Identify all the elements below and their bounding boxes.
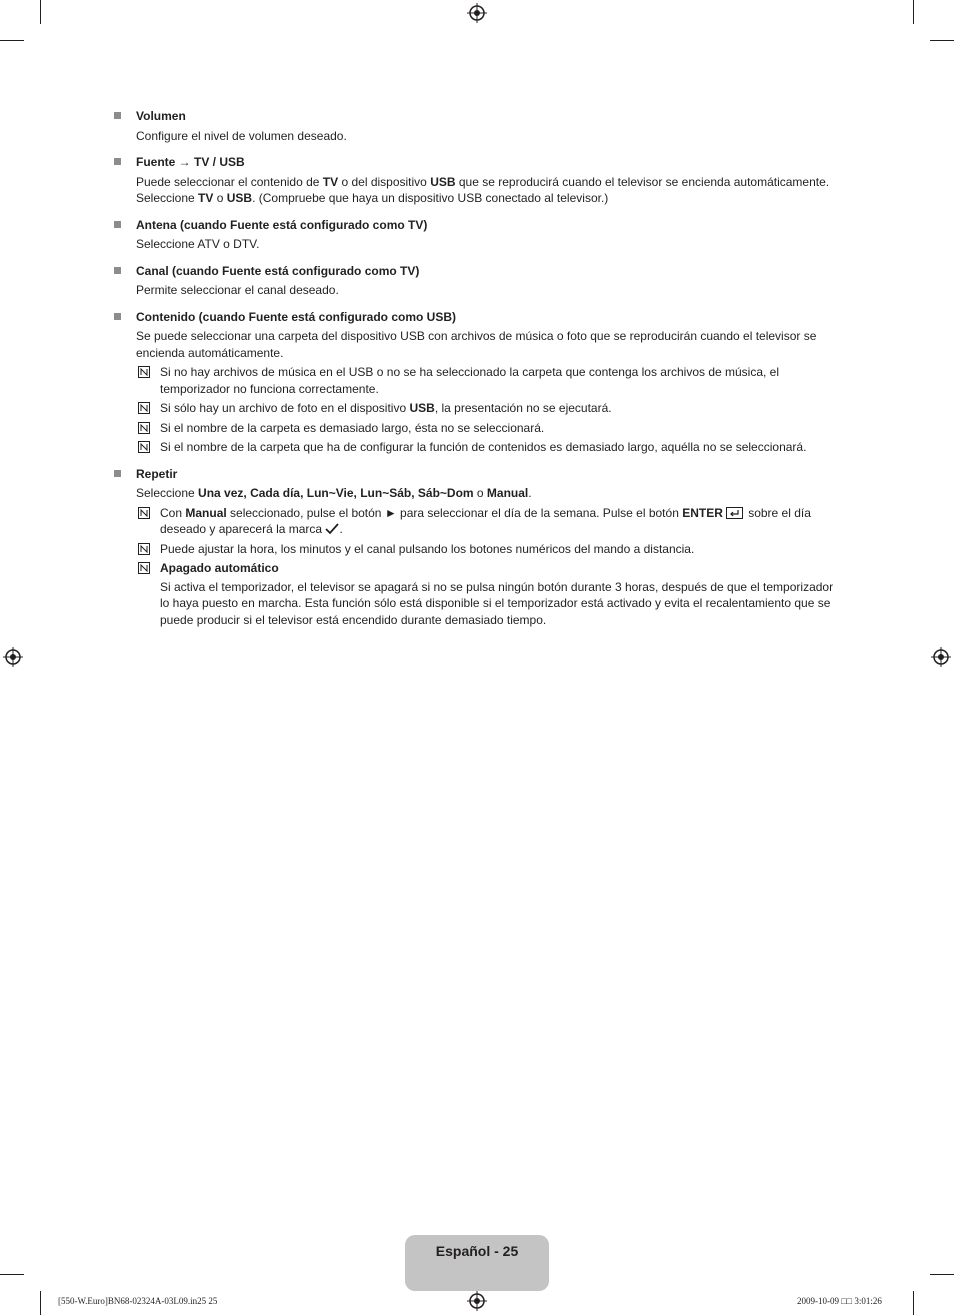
crop-mark [913, 0, 914, 24]
note-text: Con [160, 505, 186, 520]
section-body [136, 485, 844, 502]
crop-mark [930, 40, 954, 41]
section-heading: Repetir [136, 466, 178, 481]
note-item [136, 541, 844, 558]
text-run: . [528, 486, 532, 500]
note-icon [138, 422, 150, 434]
section-body: Permite seleccionar el canal deseado. [136, 283, 339, 297]
note-text: seleccionado, pulse el botón ► para seleccionar el día de la semana. Pulse el botón [226, 505, 683, 520]
note-text: Si el nombre de la carpeta es demasiado largo, ésta no se seleccionará. [160, 420, 545, 435]
bullet-square-icon [114, 221, 121, 228]
note-item [136, 400, 844, 417]
section-repetir [114, 466, 844, 629]
crop-mark [0, 40, 24, 41]
section-fuente [114, 154, 844, 207]
note-item [136, 560, 844, 628]
note-item [136, 439, 844, 456]
checkmark-icon [325, 523, 339, 535]
crop-mark [913, 1291, 914, 1315]
note-icon [138, 402, 150, 414]
text-run-bold: Una vez, Cada día, Lun~Vie, Lun~Sáb, Sáb~Dom [198, 486, 474, 500]
note-text: , la presentación no se ejecutará. [434, 401, 612, 415]
enter-key-icon [726, 507, 743, 519]
note-text-bold: Manual [185, 505, 227, 520]
section-heading: Contenido (cuando Fuente está configurado como USB) [136, 309, 457, 324]
text-run: que se reproducirá cuando el televisor se encienda automáticamente. Seleccione [136, 174, 830, 205]
note-icon [138, 366, 150, 378]
section-contenido [114, 309, 844, 456]
section-body [136, 174, 844, 207]
text-run-bold: TV [322, 174, 339, 189]
text-run: o [473, 486, 487, 500]
note-text: sobre el día deseado y aparecerá la marca [160, 505, 811, 536]
note-text: Si sólo hay un archivo de foto en el dispositivo [160, 401, 410, 415]
text-run: Seleccione [136, 486, 199, 500]
section-body: Seleccione ATV o DTV. [136, 237, 260, 251]
page-number-tab [405, 1235, 549, 1291]
note-item [136, 364, 844, 397]
print-slug-left: [550-W.Euro]BN68-02324A-03L09.in25 25 [58, 1296, 218, 1306]
registration-mark-icon [467, 1291, 487, 1311]
text-run: o [213, 191, 227, 205]
text-run: o del dispositivo [338, 174, 431, 189]
note-text: Puede ajustar la hora, los minutos y el canal pulsando los botones numéricos del mando a distancia. [160, 541, 695, 556]
text-run-bold: USB [226, 191, 253, 205]
text-run-bold: TV [198, 191, 214, 205]
crop-mark [930, 1274, 954, 1275]
bullet-square-icon [114, 313, 121, 320]
text-run-bold: USB [430, 174, 456, 189]
section-heading: Canal (cuando Fuente está configurado como TV) [136, 263, 420, 278]
text-run: Puede seleccionar el contenido de [136, 174, 323, 189]
note-item [136, 505, 844, 538]
note-text-bold: ENTER [682, 505, 723, 520]
main-content [114, 108, 844, 638]
crop-mark [40, 1291, 41, 1315]
section-body: Configure el nivel de volumen deseado. [136, 128, 347, 143]
note-icon [138, 507, 150, 519]
section-body: Se puede seleccionar una carpeta del dispositivo USB con archivos de música o foto que se reproducirán cuando el televisor se encienda automáticamente. [136, 329, 817, 360]
registration-mark-icon [931, 647, 951, 667]
bullet-square-icon [114, 158, 121, 165]
note-heading: Apagado automático [160, 561, 279, 575]
note-icon [138, 562, 150, 574]
bullet-square-icon [114, 112, 121, 119]
bullet-square-icon [114, 267, 121, 274]
registration-mark-icon [3, 647, 23, 667]
note-icon [138, 543, 150, 555]
note-text: Si activa el temporizador, el televisor se apagará si no se pulsa ningún botón durante 3 horas, después de que el temporizador lo haya puesto en marcha. Esta función sólo está disponible si el temporizador está activado y evita el recalentamiento que se puede producir si el televisor está encendido durante demasiado tiempo. [160, 579, 834, 627]
note-text: . [339, 522, 343, 536]
section-heading: Fuente → TV / USB [136, 155, 245, 169]
note-icon [138, 441, 150, 453]
note-text-bold: USB [409, 401, 435, 415]
note-text: Si el nombre de la carpeta que ha de configurar la función de contenidos es demasiado largo, aquélla no se seleccionará. [160, 440, 807, 454]
section-volumen [114, 108, 844, 144]
note-item [136, 420, 844, 437]
page-label: Español - 25 [435, 1243, 519, 1259]
crop-mark [40, 0, 41, 24]
section-antena [114, 217, 844, 253]
text-run-bold: Manual [486, 486, 529, 500]
bullet-square-icon [114, 470, 121, 477]
section-heading: Volumen [136, 109, 186, 123]
print-slug-right: 2009-10-09 □□ 3:01:26 [797, 1296, 882, 1306]
section-canal [114, 263, 844, 299]
note-text: Si no hay archivos de música en el USB o no se ha seleccionado la carpeta que contenga los archivos de música, el temporizador no funciona correctamente. [160, 365, 780, 396]
text-run: . (Compruebe que haya un dispositivo USB conectado al televisor.) [252, 191, 609, 205]
registration-mark-icon [467, 3, 487, 23]
crop-mark [0, 1274, 24, 1275]
section-heading: Antena (cuando Fuente está configurado como TV) [136, 217, 428, 232]
